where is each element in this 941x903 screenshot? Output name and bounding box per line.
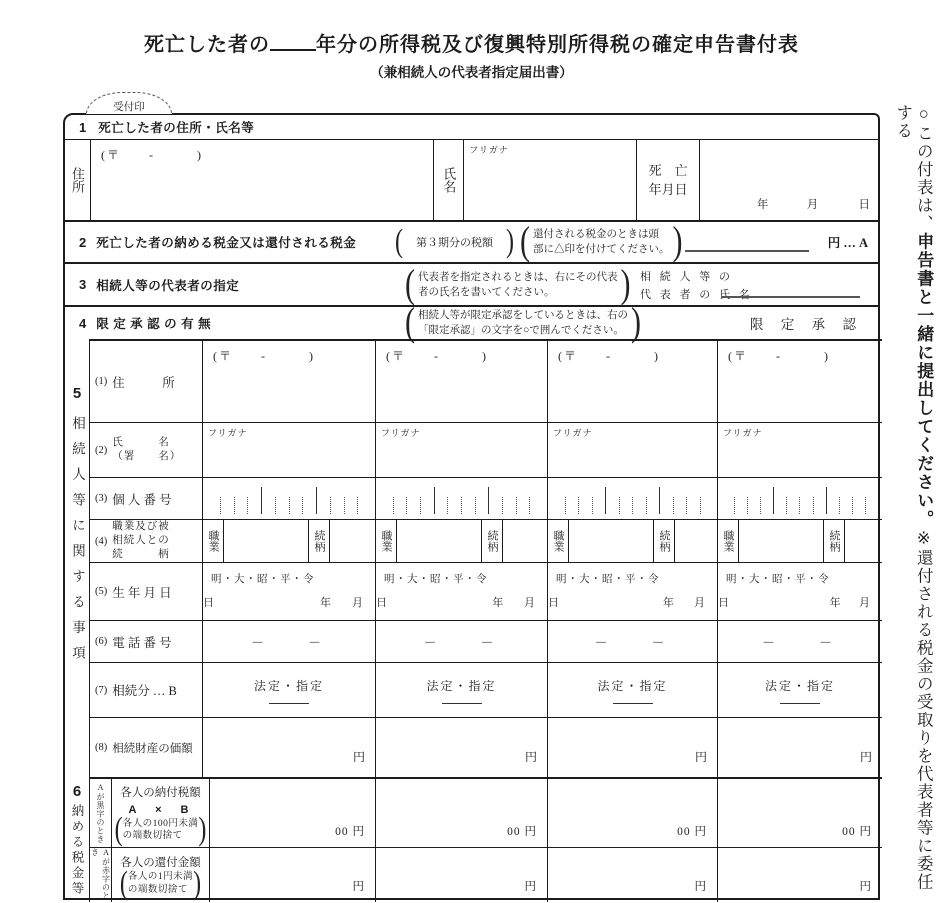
heir2-phone-field[interactable]: － － (375, 621, 547, 662)
digit-boxes (722, 486, 878, 514)
heir2-birthdate-field[interactable]: 明・大・昭・平・令 年 月 日 (375, 563, 547, 620)
rowA-condition: Aが黒字のとき (90, 779, 112, 847)
section1-heading: 死亡した者の住所・氏名等 (98, 121, 255, 135)
heir3-name-field[interactable]: フリガナ (547, 423, 717, 477)
refund-note: ( 還付される税金のときは頭 部に△印を付けてください。 ) (520, 219, 683, 264)
row-label: (8) 相続財産の価額 (95, 742, 193, 755)
heir2-address-field[interactable]: (〒 - ) (375, 341, 547, 422)
section5-side-label: 相続人等に関する事項 (70, 416, 85, 671)
section6-side-column (65, 777, 90, 902)
note-part3: ※還付される税金の受取りを代表者等に委任する (893, 104, 934, 891)
day-unit: 日 (858, 199, 871, 211)
death-date-label: 死 亡 年月日 (636, 140, 699, 220)
occupation-field[interactable] (569, 520, 654, 562)
heir4-address-field[interactable]: (〒 - ) (717, 341, 882, 422)
heir1-name-field[interactable]: フリガナ (202, 423, 375, 477)
section2-heading: 死亡した者の納める税金又は還付される税金 (96, 236, 357, 250)
name-label: 氏名 (433, 140, 463, 220)
section2-row (65, 220, 878, 262)
heir3-birthdate-field[interactable]: 明・大・昭・平・令 年 月 日 (547, 563, 717, 620)
month-unit: 月 (806, 199, 819, 211)
heir3-idnumber-field[interactable] (547, 478, 717, 519)
heir-property-row (90, 717, 882, 777)
open-paren-icon: ( (520, 219, 530, 264)
fraction-bar (780, 703, 820, 704)
address-field[interactable] (90, 140, 433, 220)
heir2-refund-field[interactable]: 円 (375, 848, 547, 902)
representative-name-field[interactable] (722, 296, 860, 298)
open-paren-icon: ( (119, 865, 128, 902)
fraction-bar (613, 703, 653, 704)
close-paren-icon: ) (672, 219, 683, 264)
digit-boxes (207, 486, 371, 514)
form-table (63, 113, 880, 900)
year-unit: 年 (756, 199, 769, 211)
title-prefix: 死亡した者の (144, 34, 270, 56)
tax-amount-field[interactable] (685, 250, 809, 252)
furigana-label: フリガナ (469, 145, 509, 155)
form-title-block (63, 28, 880, 81)
rowB-condition: Aが赤字のとき (90, 848, 111, 900)
open-paren-icon: ( (405, 261, 415, 307)
relation-field[interactable] (330, 520, 375, 562)
digit-boxes (552, 486, 713, 514)
heir2-share-field[interactable]: 法定・指定 (375, 663, 547, 717)
close-paren-icon: ) (198, 812, 207, 848)
heir4-tax-payable-field[interactable]: 00 円 (717, 779, 882, 847)
close-paren-icon: ) (620, 261, 631, 307)
year-blank-field[interactable] (270, 35, 316, 51)
limited-approval-word[interactable]: 限 定 承 認 (749, 317, 863, 332)
occupation-field[interactable] (397, 520, 482, 562)
heir4-phone-field[interactable]: － － (717, 621, 882, 662)
heir1-occupation-cell: 職業 続柄 (202, 520, 375, 562)
heir2-property-field[interactable]: 円 (375, 718, 547, 777)
form-subtitle: （兼相続人の代表者指定届出書） (370, 65, 573, 80)
heir-share-row (90, 662, 882, 717)
fraction-bar (269, 703, 309, 704)
era-options[interactable]: 明・大・昭・平・令 (211, 574, 315, 585)
section5-number: 5 (72, 385, 82, 402)
section4-row (65, 300, 878, 345)
yen-unit-A: 円 … A (827, 236, 868, 250)
section1-row (65, 139, 878, 220)
section3-heading: 相続人等の代表者の指定 (96, 278, 240, 293)
heir-name-row (90, 422, 882, 477)
heir-phone-row (90, 620, 882, 662)
heir3-refund-field[interactable]: 円 (547, 848, 717, 902)
relation-field[interactable] (503, 520, 547, 562)
fraction-bar (442, 703, 482, 704)
heir1-address-field[interactable]: (〒 - ) (202, 341, 375, 422)
heir-occupation-row (90, 519, 882, 562)
death-date-field[interactable] (699, 140, 878, 220)
heir4-name-field[interactable]: フリガナ (717, 423, 882, 477)
heir1-idnumber-field[interactable] (202, 478, 375, 519)
heir1-tax-payable-field[interactable]: 00 円 (209, 779, 375, 847)
address-label: 住所 (70, 167, 85, 193)
open-paren-icon: ( (405, 300, 415, 345)
open-paren-icon: ( (114, 812, 123, 848)
section5-side-column (65, 339, 90, 777)
digit-boxes (380, 486, 543, 514)
heir4-share-field[interactable]: 法定・指定 (717, 663, 882, 717)
name-field[interactable] (463, 140, 636, 220)
row-label: (6) 電 話 番 号 (95, 635, 172, 650)
representative-name-label: 相 続 人 等 の 代 表 者 の 氏 名 (640, 271, 753, 301)
heir2-tax-payable-field[interactable]: 00 円 (375, 779, 547, 847)
form-title (63, 28, 880, 57)
heir2-name-field[interactable]: フリガナ (375, 423, 547, 477)
section4-number: 4 (79, 315, 87, 331)
rowB-label: 各人の還付金額 ( 各人の1円未満 の端数切捨て ) (119, 857, 202, 902)
section6-number: 6 (72, 783, 82, 800)
occupation-field[interactable] (739, 520, 824, 562)
row-label: (4) 職業及び被 相続人との 続 柄 (95, 520, 170, 561)
heir3-share-field[interactable]: 法定・指定 (547, 663, 717, 717)
heir3-occupation-cell: 職業 続柄 (547, 520, 717, 562)
row-label: (3) 個 人 番 号 (95, 492, 172, 507)
heir4-refund-field[interactable]: 円 (717, 848, 882, 902)
heir-idnumber-row (90, 477, 882, 519)
relation-field[interactable] (675, 520, 717, 562)
side-instruction-note (893, 104, 933, 903)
tax-payable-row (90, 777, 882, 847)
heir4-occupation-cell: 職業 続柄 (717, 520, 882, 562)
heir4-birthdate-field[interactable]: 明・大・昭・平・令 年 月 日 (717, 563, 882, 620)
heir1-property-field[interactable]: 円 (202, 718, 375, 777)
reception-stamp-area (86, 92, 172, 114)
section1-header (65, 115, 878, 139)
heir2-occupation-cell: 職業 続柄 (375, 520, 547, 562)
era-options[interactable]: 明・大・昭・平・令 (384, 574, 488, 585)
heir-birthdate-row (90, 562, 882, 620)
row-label: (2) 氏 名 （署 名） (95, 436, 182, 462)
section2-number: 2 (79, 234, 87, 250)
relation-field[interactable] (845, 520, 882, 562)
note-part2: 申告書と一緒に提出してください。 (914, 232, 934, 529)
close-paren-icon: ) (506, 224, 514, 260)
heir1-phone-field[interactable]: － － (202, 621, 375, 662)
section4-heading: 限 定 承 認 の 有 無 (96, 317, 212, 331)
row-label: (7) 相続分 … B (95, 684, 177, 698)
refund-row (90, 847, 882, 902)
section6-side-label: 納める税金等 (70, 804, 84, 897)
reception-stamp-label: 受付印 (113, 102, 145, 113)
era-options[interactable]: 明・大・昭・平・令 (556, 574, 660, 585)
heir4-property-field[interactable]: 円 (717, 718, 882, 777)
section1-number: 1 (79, 119, 87, 135)
row-label: (5) 生 年 月 日 (95, 585, 172, 600)
heir3-phone-field[interactable]: － － (547, 621, 717, 662)
occupation-field[interactable] (224, 520, 309, 562)
section3-number: 3 (79, 277, 87, 292)
heir4-idnumber-field[interactable] (717, 478, 882, 519)
title-suffix: 年分の所得税及び復興特別所得税の確定申告書付表 (316, 34, 799, 56)
close-paren-icon: ) (193, 865, 202, 902)
heir3-property-field[interactable]: 円 (547, 718, 717, 777)
rowA-label: 各人の納付税額 A × B ( 各人の100円未満 の端数切捨て ) (114, 786, 207, 848)
row-label: (1) 住 所 (95, 375, 175, 390)
note-part1: ○この付表は、 (914, 104, 934, 233)
heir1-share-field[interactable]: 法定・指定 (202, 663, 375, 717)
heir3-address-field[interactable]: (〒 - ) (547, 341, 717, 422)
limited-approval-note: ( 相続人等が限定承認をしているときは、右の 「限定承認」の文字を○で囲んでください。 ) (405, 300, 641, 345)
era-options[interactable]: 明・大・昭・平・令 (726, 574, 830, 585)
heir1-birthdate-field[interactable]: 明・大・昭・平・令 年 月 日 (202, 563, 375, 620)
postal-code-prefix: (〒 - ) (101, 148, 203, 162)
open-paren-icon: ( (395, 224, 403, 260)
representative-note: ( 代表者を指定されるときは、右にその代表 者の氏名を書いてください。 ) (405, 261, 631, 307)
section3-row (65, 262, 878, 305)
heir3-tax-payable-field[interactable]: 00 円 (547, 779, 717, 847)
tax-period-bracket: ( 第３期分の税額 ) (395, 224, 514, 260)
heir1-refund-field[interactable]: 円 (209, 848, 375, 902)
heir-address-row (90, 339, 882, 422)
close-paren-icon: ) (631, 300, 641, 345)
heir2-idnumber-field[interactable] (375, 478, 547, 519)
